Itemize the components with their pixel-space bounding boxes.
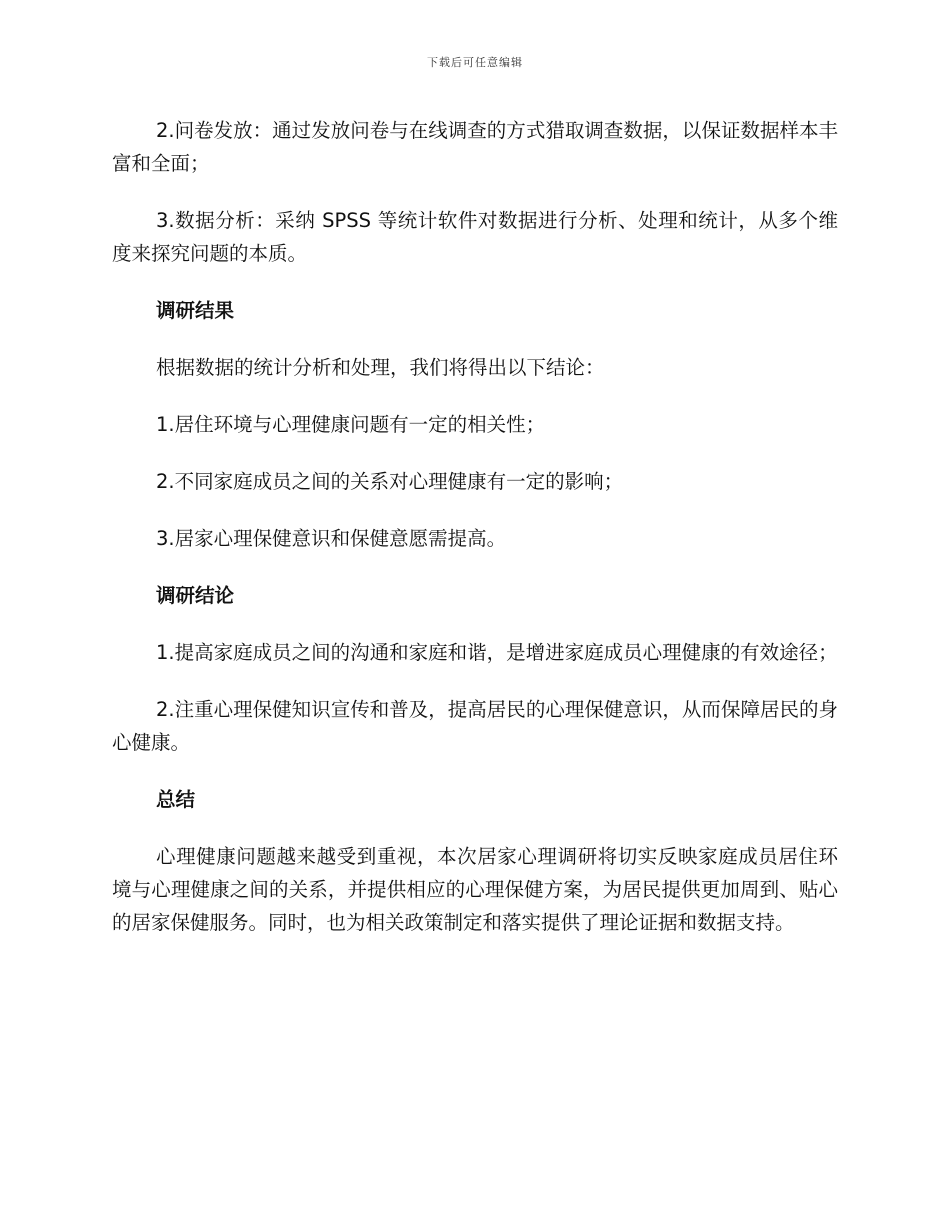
section-heading-summary: 总结 (156, 788, 196, 811)
page-header: 下载后可任意编辑 (427, 56, 523, 69)
summary-paragraph: 心理健康问题越来越受到重视，本次居家心理调研将切实反映家庭成员居住环境与心理健康之间的关系，并提供相应的心理保健方案，为居民提供更加周到、贴心的居家保健服务。同时，也为相关政策制定和落实提供了理论证据和数据支持。 (112, 845, 838, 934)
document-body (112, 114, 838, 939)
results-item-1: 1.居住环境与心理健康问题有一定的相关性； (156, 413, 546, 436)
results-item-2: 2.不同家庭成员之间的关系对心理健康有一定的影响； (156, 470, 624, 493)
method-item-questionnaire: 2.问卷发放：通过发放问卷与在线调查的方式猎取调查数据，以保证数据样本丰富和全面； (112, 119, 838, 175)
conclusion-item-1: 1.提高家庭成员之间的沟通和家庭和谐，是增进家庭成员心理健康的有效途径； (156, 641, 838, 664)
method-item-data-analysis: 3.数据分析：采纳 SPSS 等统计软件对数据进行分析、处理和统计，从多个维度来探究问题的本质。 (112, 209, 838, 265)
section-heading-results: 调研结果 (156, 299, 235, 322)
conclusion-item-2: 2.注重心理保健知识宣传和普及，提高居民的心理保健意识，从而保障居民的身心健康。 (112, 698, 838, 754)
results-item-3: 3.居家心理保健意识和保健意愿需提高。 (156, 527, 507, 550)
results-intro: 根据数据的统计分析和处理，我们将得出以下结论： (156, 356, 605, 379)
section-heading-conclusion: 调研结论 (156, 584, 235, 607)
